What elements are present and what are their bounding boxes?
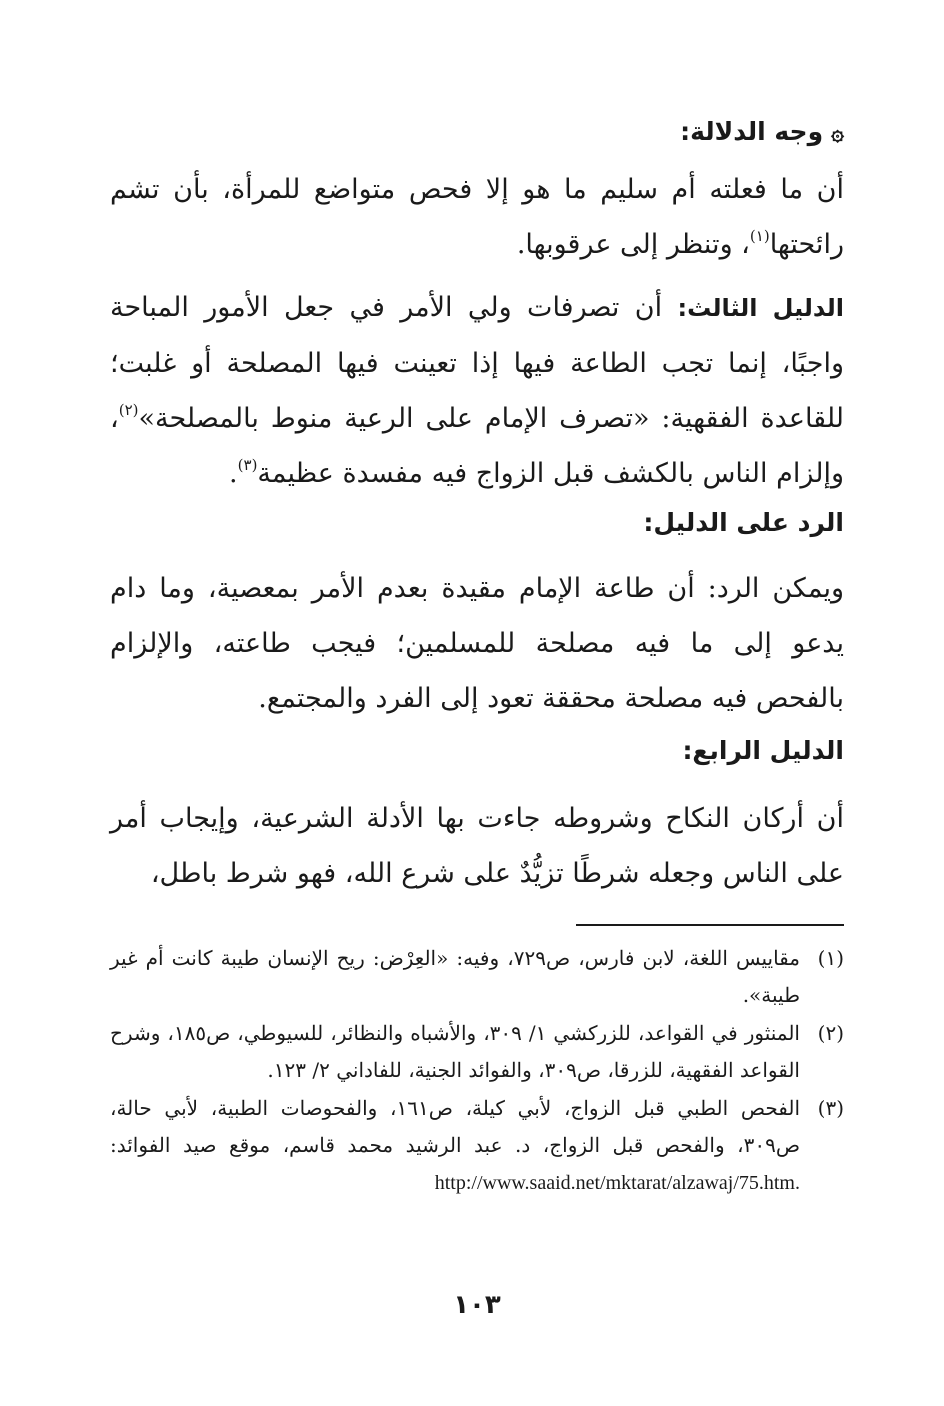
footnote-1 — [110, 940, 844, 1014]
paragraph-text: أن ما فعلته أم سليم ما هو إلا فحص متواضع للمرأة، بأن تشم رائحتها — [110, 174, 844, 260]
heading-text: الدليل الرابع: — [682, 736, 844, 765]
paragraph-text: أن أركان النكاح وشروطه جاءت بها الأدلة الشرعية، وإيجاب أمر على الناس وجعله شرطًا تزيُّدٌ على شرع الله، فهو شرط باطل، — [110, 803, 844, 889]
section-heading-fourth-evidence — [682, 734, 844, 768]
heading-text: الرد على الدليل: — [643, 508, 844, 537]
paragraph-rebuttal — [110, 561, 844, 726]
footnote-number: (٢) — [817, 1021, 844, 1045]
heading-text: وجه الدلالة: — [680, 117, 824, 146]
paragraph-evidence-aspect — [110, 162, 844, 272]
third-evidence-title: الدليل الثالث: — [677, 294, 845, 322]
footnote-number: (٣) — [817, 1096, 844, 1120]
footnote-2 — [110, 1015, 844, 1089]
footnote-text: مقاييس اللغة، لابن فارس، ص٧٢٩، وفيه: «العِرْض: ريح الإنسان طيبة كانت أم غير طيبة». — [110, 946, 800, 1007]
footnote-number: (١) — [817, 946, 844, 970]
footnote-url[interactable]: http://www.saaid.net/mktarat/alzawaj/75.htm. — [434, 1172, 800, 1194]
paragraph-text-end: . — [229, 458, 238, 489]
footnote-ref-3[interactable]: (٣) — [237, 456, 258, 474]
footnotes — [110, 940, 844, 1203]
footnote-ref-2[interactable]: (٢) — [118, 401, 139, 419]
footnote-text: المنثور في القواعد، للزركشي ١/ ٣٠٩، والأشباه والنظائر، للسيوطي، ص١٨٥، وشرح القواعد الفقهية، للزرقا، ص٣٠٩، والفوائد الجنية، للفاداني ٢/ ١٢٣. — [110, 1021, 800, 1082]
footnote-ref-1[interactable]: (١) — [749, 227, 770, 245]
paragraph-text: أن تصرفات ولي الأمر في جعل الأمور المباحة واجبًا، إنما تجب الطاعة فيها إذا تعينت فيها المصلحة أو غلبت؛ للقاعدة الفقهية: «تصرف الإمام على الرعية منوط بالمصلحة» — [110, 292, 844, 434]
book-page — [110, 0, 844, 1406]
page-number: ١٠٣ — [453, 1290, 501, 1320]
paragraph-fourth-evidence — [110, 791, 844, 901]
footnote-text: الفحص الطبي قبل الزواج، لأبي كيلة، ص١٦١، والفحوصات الطبية، لأبي حالة، ص٣٠٩، والفحص قبل الزواج، د. عبد الرشيد محمد قاسم، موقع صيد الفوائد: — [110, 1096, 800, 1157]
footnote-3 — [110, 1090, 844, 1202]
paragraph-text-end: ، وتنظر إلى عرقوبها. — [516, 229, 750, 260]
paragraph-text: ويمكن الرد: أن طاعة الإمام مقيدة بعدم الأمر بمعصية، وما دام يدعو إلى ما فيه مصلحة للمسلمين؛ فيجب طاعته، والإلزام بالفحص فيه مصلحة محققة تعود إلى الفرد والمجتمع. — [110, 573, 844, 714]
rub-el-hizb-icon: ۞ — [831, 121, 844, 146]
footnote-separator — [576, 924, 844, 926]
section-heading-rebuttal — [643, 506, 844, 540]
paragraph-third-evidence — [110, 280, 844, 501]
paragraph-text: ، وإلزام الناس بالكشف قبل الزواج فيه مفسدة عظيمة — [110, 403, 844, 489]
section-heading-evidence-aspect — [680, 115, 844, 151]
